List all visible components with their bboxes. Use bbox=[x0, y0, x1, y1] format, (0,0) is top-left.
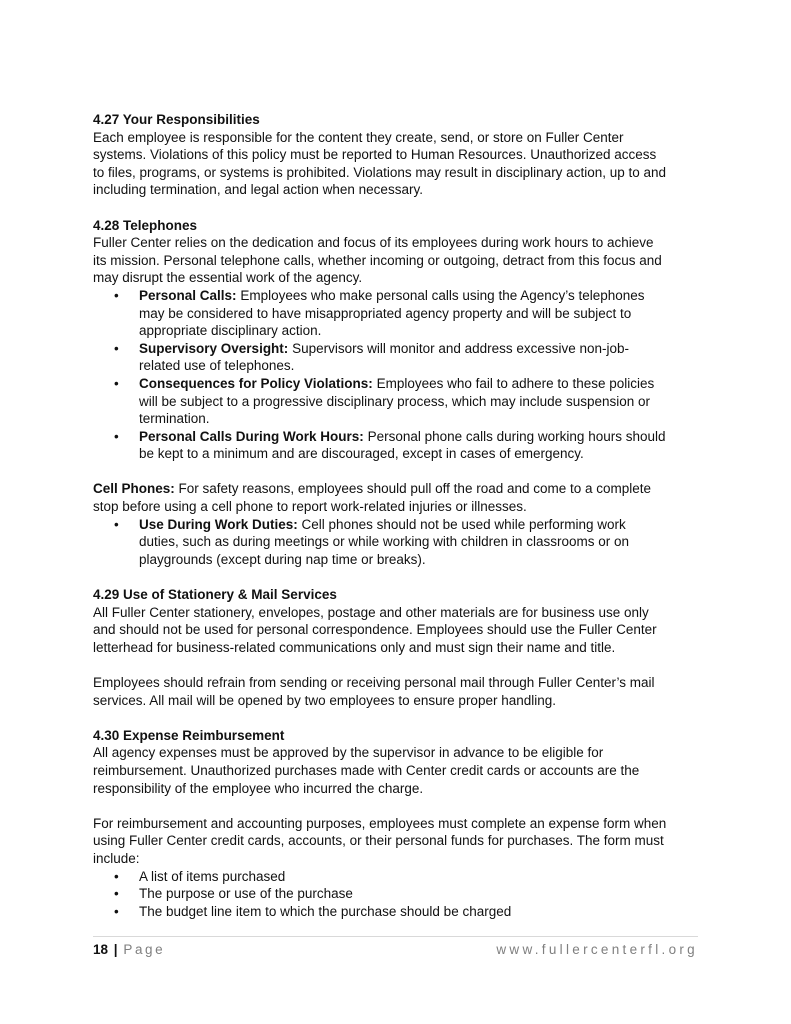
section-heading: 4.30 Expense Reimbursement bbox=[93, 727, 285, 743]
cell-phones-section bbox=[93, 480, 703, 568]
section-4-29 bbox=[93, 586, 703, 709]
paragraph-line: All agency expenses must be approved by the supervisor in advance to be eligible for bbox=[93, 745, 604, 761]
paragraph-line: For reimbursement and accounting purposes, employees must complete an expense form when bbox=[93, 815, 667, 831]
paragraph-line: reimbursement. Unauthorized purchases made with Center credit cards or accounts are the bbox=[93, 762, 640, 778]
paragraph-line: using Fuller Center credit cards, accounts, or their personal funds for purchases. The form must bbox=[93, 833, 664, 849]
section-heading: 4.27 Your Responsibilities bbox=[93, 112, 260, 127]
page-content bbox=[93, 111, 703, 920]
paragraph-line: services. All mail will be opened by two employees to ensure proper handling. bbox=[93, 692, 557, 708]
bullet-list bbox=[93, 868, 703, 921]
list-item bbox=[93, 868, 703, 886]
paragraph-line: stop before using a cell phone to report work-related injuries or illnesses. bbox=[93, 499, 527, 515]
item-label: Supervisory Oversight: bbox=[139, 340, 289, 356]
item-text: be kept to a minimum and are discouraged, except in cases of emergency. bbox=[139, 446, 584, 462]
item-text: Employees who fail to adhere to these policies bbox=[376, 375, 655, 391]
list-item bbox=[93, 428, 703, 463]
footer-divider bbox=[93, 936, 698, 937]
list-item bbox=[93, 287, 703, 340]
bullet-icon: • bbox=[114, 428, 119, 444]
item-text: A list of items purchased bbox=[139, 868, 286, 884]
page-number-block bbox=[93, 941, 165, 959]
item-label: Personal Calls During Work Hours: bbox=[139, 428, 364, 444]
paragraph-line: including termination, and legal action when necessary. bbox=[93, 182, 423, 198]
paragraph-line: Each employee is responsible for the content they create, send, or store on Fuller Center bbox=[93, 129, 624, 145]
footer-separator: | bbox=[113, 942, 118, 957]
paragraph-line: Employees should refrain from sending or receiving personal mail through Fuller Center’s mail bbox=[93, 675, 655, 690]
website-url: www.fullercenterfl.org bbox=[496, 942, 698, 957]
inline-label: Cell Phones: bbox=[93, 481, 175, 497]
bullet-list bbox=[93, 287, 703, 463]
paragraph-line: systems. Violations of this policy must be reported to Human Resources. Unauthorized access bbox=[93, 147, 657, 163]
item-text: Employees who make personal calls using the Agency’s telephones bbox=[240, 287, 645, 303]
item-label: Use During Work Duties: bbox=[139, 516, 298, 532]
bullet-icon: • bbox=[114, 287, 119, 303]
list-item bbox=[93, 516, 703, 569]
item-text: The budget line item to which the purchase should be charged bbox=[139, 903, 512, 919]
paragraph-line bbox=[93, 480, 703, 498]
item-text: will be subject to a progressive disciplinary process, which may include suspension or bbox=[139, 393, 650, 409]
section-4-28 bbox=[93, 217, 703, 463]
page-footer bbox=[93, 941, 698, 959]
bullet-icon: • bbox=[114, 340, 119, 356]
item-label: Personal Calls: bbox=[139, 287, 237, 303]
section-heading: 4.29 Use of Stationery & Mail Services bbox=[93, 587, 337, 603]
bullet-list bbox=[93, 516, 703, 569]
item-text: Cell phones should not be used while performing work bbox=[301, 516, 626, 532]
item-text: playgrounds (except during nap time or breaks). bbox=[139, 551, 426, 567]
bullet-icon: • bbox=[114, 868, 119, 884]
inline-text: For safety reasons, employees should pull off the road and come to a complete bbox=[178, 481, 652, 497]
section-heading: 4.28 Telephones bbox=[93, 217, 198, 233]
paragraph-line: its mission. Personal telephone calls, whether incoming or outgoing, detract from this focus and bbox=[93, 252, 662, 268]
item-text: Personal phone calls during working hours should bbox=[367, 428, 666, 444]
list-item bbox=[93, 903, 703, 921]
section-4-27 bbox=[93, 111, 703, 199]
item-text: related use of telephones. bbox=[139, 358, 295, 374]
bullet-icon: • bbox=[114, 375, 119, 391]
paragraph-line: Fuller Center relies on the dedication and focus of its employees during work hours to achieve bbox=[93, 235, 654, 251]
item-text: may be considered to have misappropriated agency property and will be subject to bbox=[139, 305, 632, 321]
item-text: termination. bbox=[139, 411, 210, 427]
item-text: appropriate disciplinary action. bbox=[139, 323, 322, 339]
page-label: Page bbox=[123, 942, 166, 957]
paragraph-line: include: bbox=[93, 850, 140, 866]
list-item bbox=[93, 340, 703, 375]
item-text: Supervisors will monitor and address excessive non-job- bbox=[292, 340, 629, 356]
item-text: The purpose or use of the purchase bbox=[139, 886, 353, 902]
item-text: duties, such as during meetings or while working with children in classrooms or on bbox=[139, 534, 629, 550]
paragraph-line: letterhead for business-related communications only and must sign their name and title. bbox=[93, 639, 616, 655]
section-4-30 bbox=[93, 727, 703, 921]
page-number: 18 bbox=[93, 942, 109, 957]
bullet-icon: • bbox=[114, 886, 119, 902]
item-label: Consequences for Policy Violations: bbox=[139, 375, 373, 391]
paragraph-line: All Fuller Center stationery, envelopes, postage and other materials are for business use only bbox=[93, 604, 649, 620]
bullet-icon: • bbox=[114, 516, 119, 532]
paragraph-line: to files, programs, or systems is prohibited. Violations may result in disciplinary action, up to and bbox=[93, 164, 667, 180]
paragraph-line: responsibility of the employee who incurred the charge. bbox=[93, 780, 424, 796]
paragraph-line: may disrupt the essential work of the agency. bbox=[93, 270, 363, 286]
bullet-icon: • bbox=[114, 903, 119, 919]
list-item bbox=[93, 375, 703, 428]
paragraph-line: and should not be used for personal correspondence. Employees should use the Fuller Center bbox=[93, 622, 657, 638]
list-item bbox=[93, 885, 703, 903]
